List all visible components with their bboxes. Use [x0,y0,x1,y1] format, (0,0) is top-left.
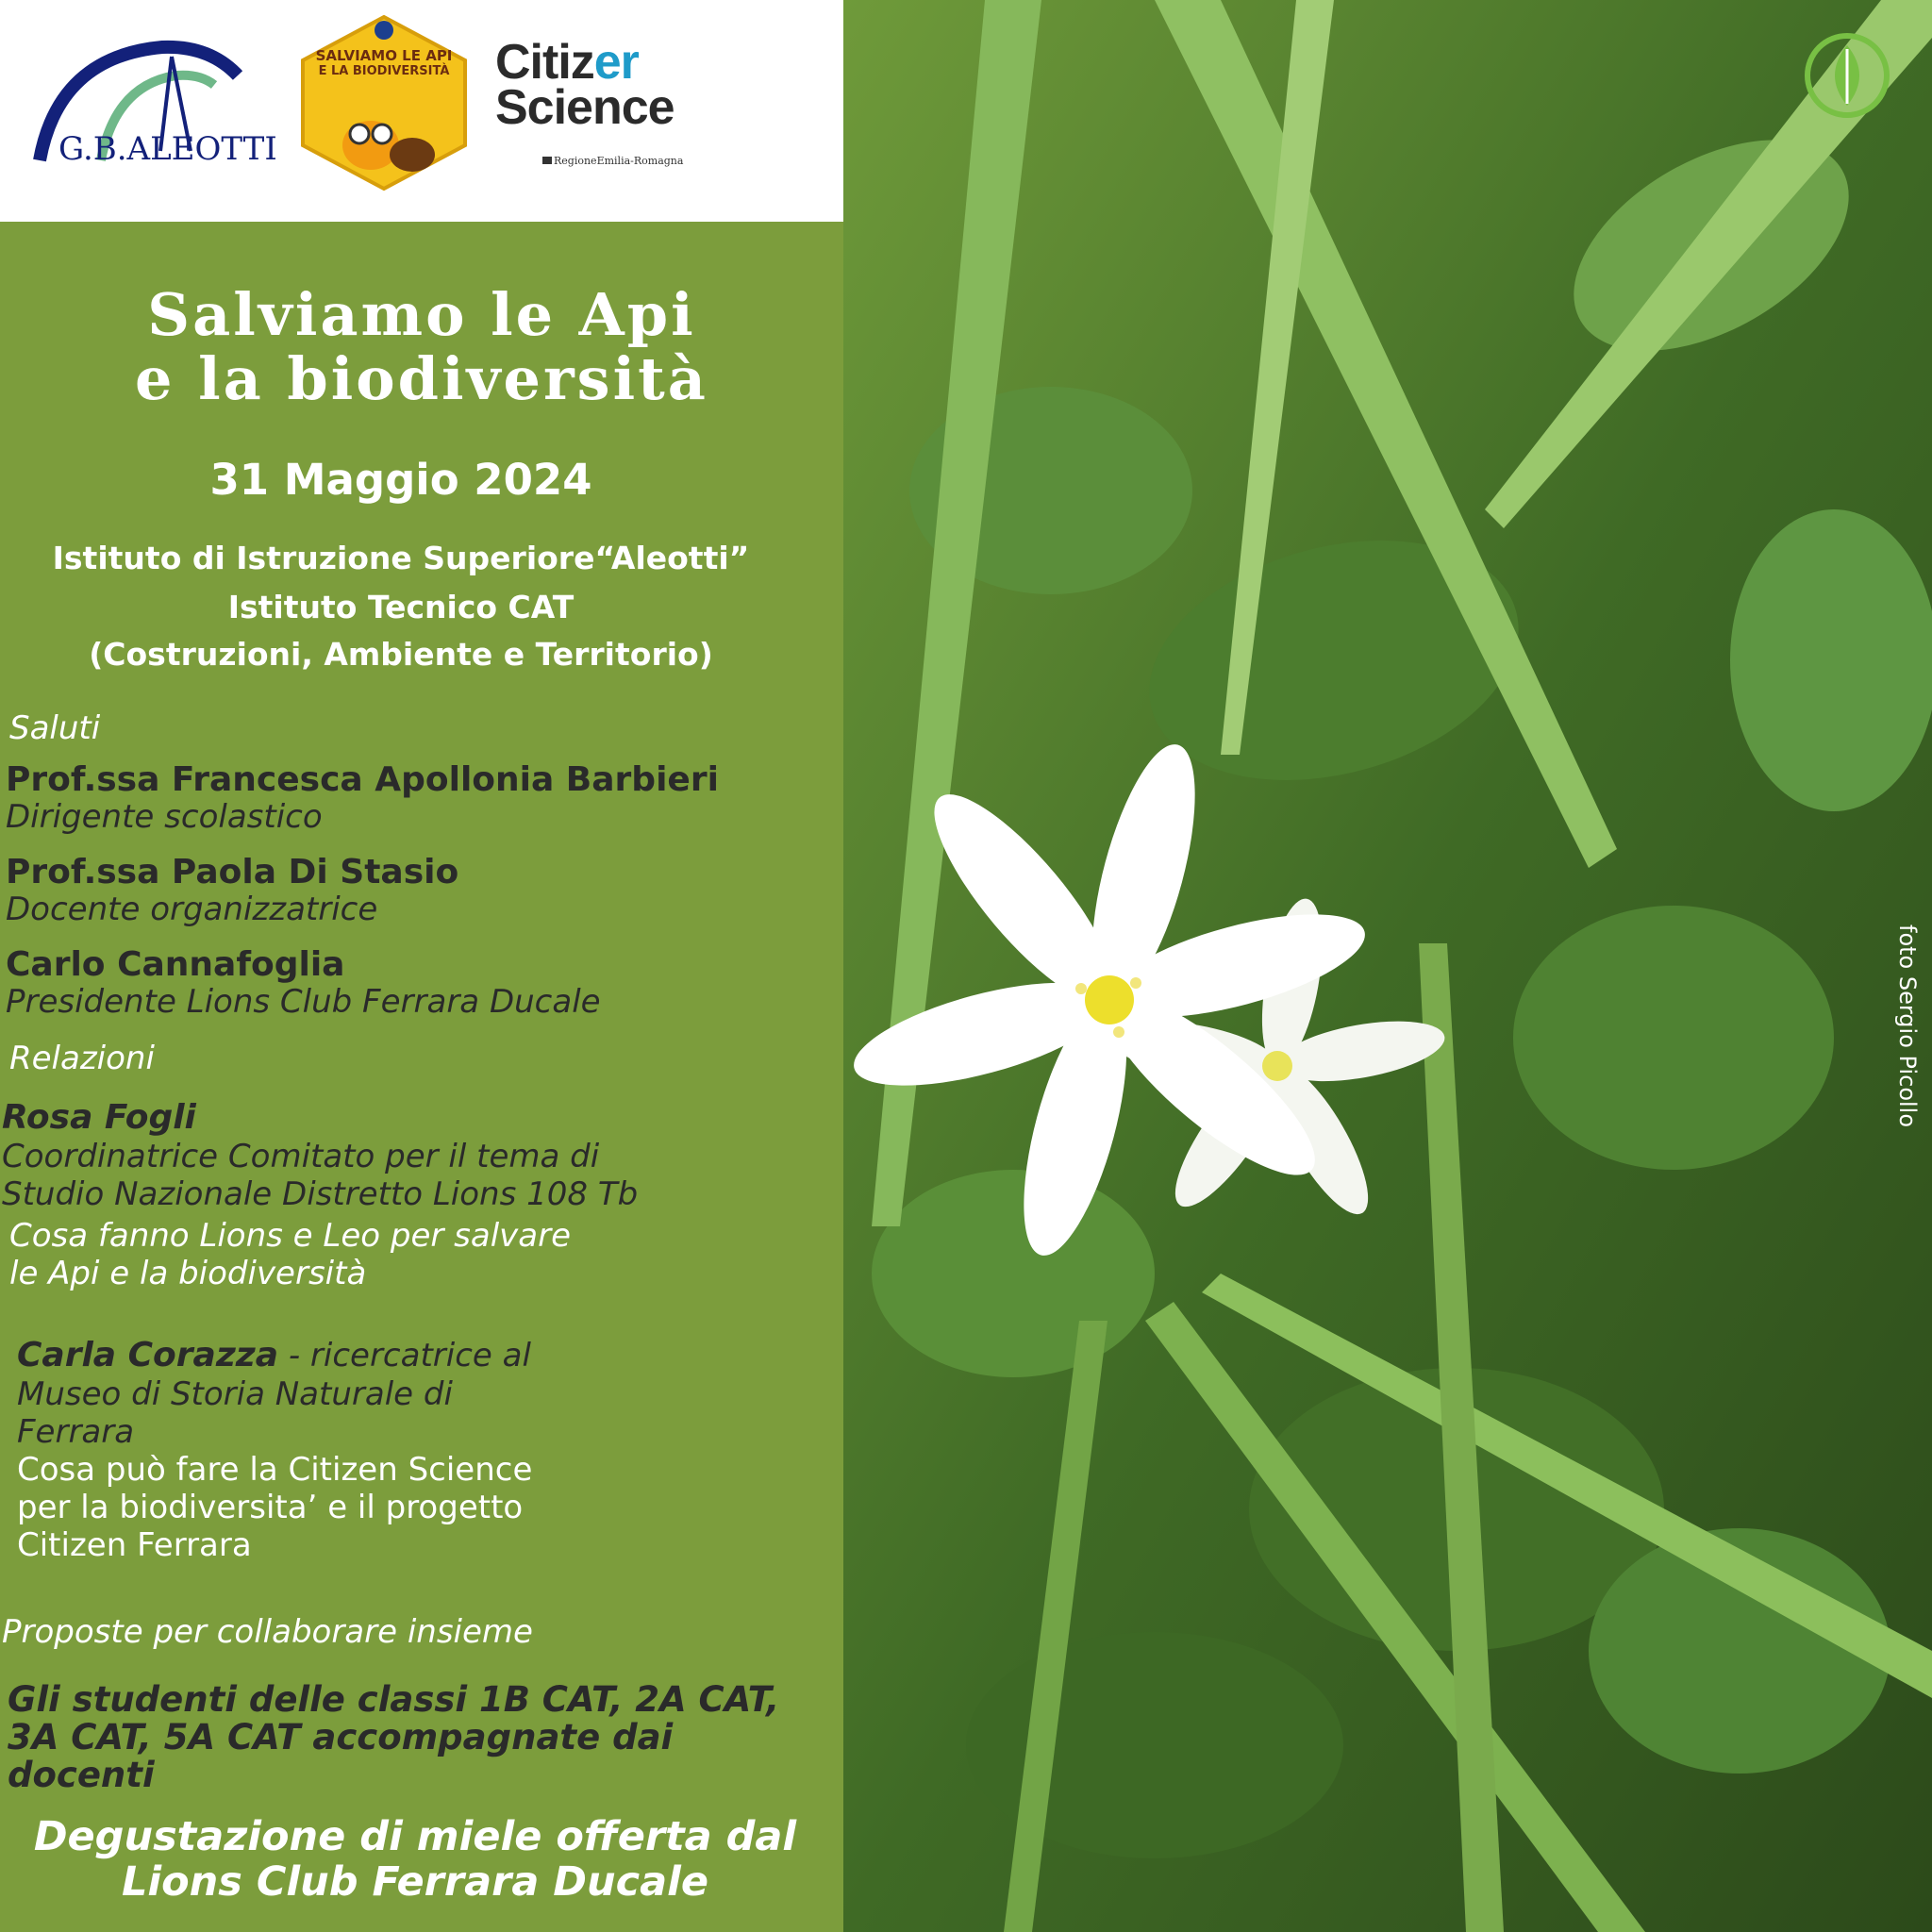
degustazione-line1: Degustazione di miele offerta dal [33,1813,797,1860]
speaker-corazza-role-inline: - ricercatrice al [278,1337,531,1374]
studenti-line1: Gli studenti delle classi 1B CAT, 2A CAT, [8,1679,780,1720]
science-word: Science [495,80,675,135]
speaker-barbieri-role: Dirigente scolastico [6,798,323,836]
speaker-fogli-role-line2: Studio Nazionale Distretto Lions 108 Tb [2,1175,639,1213]
lions-badge-line2: E LA BIODIVERSITÀ [318,64,450,78]
speaker-corazza-role-line1: Museo di Storia Naturale di [17,1375,453,1413]
citizen-word-part2: er [593,35,639,90]
event-title-line1: Salviamo le Api [147,280,696,349]
flower-photo [843,0,1932,1932]
proposte-heading: Proposte per collaborare insieme [2,1613,533,1651]
aleotti-text: G.B.ALEOTTI [58,130,277,168]
speaker-corazza-topic-line1: Cosa può fare la Citizen Science [17,1451,533,1489]
speaker-corazza-topic-line2: per la biodiversita’ e il progetto [17,1489,524,1526]
photo-credit: foto Sergio Picollo [1894,924,1921,1128]
speaker-corazza-role-line2: Ferrara [17,1413,135,1451]
event-title-line2: e la biodiversità [135,344,708,413]
lions-badge-line1: SALVIAMO LE API [315,47,453,64]
lions-badge [295,13,473,192]
citizen-word-part1: Citiz [495,35,594,90]
speaker-cannafoglia-name: Carlo Cannafoglia [6,945,345,984]
aleotti-logo [21,19,290,189]
citizen-science-logo [495,35,741,181]
logo-bar [0,0,843,222]
studenti-line2: 3A CAT, 5A CAT accompagnate dai [8,1717,674,1757]
institute-line3: (Costruzioni, Ambiente e Territorio) [89,636,713,673]
region-text: RegioneEmilia-Romagna [554,155,684,167]
speaker-fogli-role-line1: Coordinatrice Comitato per il tema di [2,1138,600,1175]
speaker-barbieri-name: Prof.ssa Francesca Apollonia Barbieri [6,760,719,799]
region-flag-icon [542,157,552,164]
studenti-line3: docenti [8,1755,155,1795]
star-of-bethlehem-flower-image [843,0,1932,1932]
region-label [542,155,683,167]
relazioni-heading: Relazioni [9,1040,155,1077]
speaker-corazza-name: Carla Corazza [17,1336,279,1374]
speaker-fogli-name: Rosa Fogli [2,1098,196,1137]
event-date: 31 Maggio 2024 [209,455,592,505]
speaker-distasio-name: Prof.ssa Paola Di Stasio [6,853,459,891]
saluti-heading: Saluti [9,709,101,747]
degustazione-line2: Lions Club Ferrara Ducale [121,1858,709,1906]
speaker-distasio-role: Docente organizzatrice [6,891,378,928]
hexagon-badge-icon [295,13,473,192]
speaker-fogli-topic-line2: le Api e la biodiversità [9,1255,367,1292]
speaker-corazza-topic-line3: Citizen Ferrara [17,1526,252,1564]
institute-line2: Istituto Tecnico CAT [227,589,575,625]
institute-line1: Istituto di Istruzione Superiore“Aleotti” [52,540,750,576]
speaker-fogli-topic-line1: Cosa fanno Lions e Leo per salvare [9,1217,571,1255]
speaker-corazza-header [17,1336,531,1374]
speaker-cannafoglia-role: Presidente Lions Club Ferrara Ducale [6,983,601,1021]
